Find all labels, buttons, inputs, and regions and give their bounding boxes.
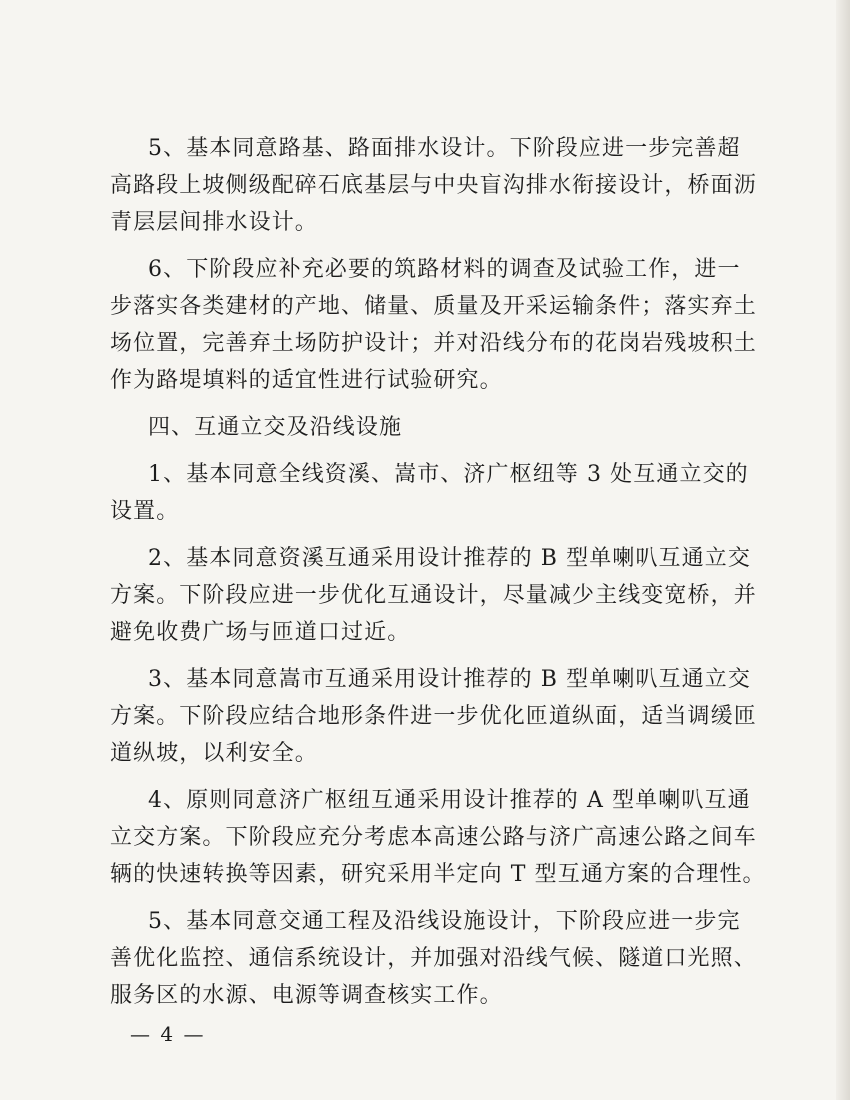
paragraph-line: 步落实各类建材的产地、储量、质量及开采运输条件；落实弃土 xyxy=(110,294,757,319)
paragraph-line: 2、基本同意资溪互通采用设计推荐的 B 型单喇叭互通立交 xyxy=(148,546,751,571)
document-body xyxy=(110,130,766,1014)
page-edge-shadow xyxy=(836,0,850,1100)
paragraph-line: 服务区的水源、电源等调查核实工作。 xyxy=(110,983,503,1008)
paragraph-line: 5、基本同意路基、路面排水设计。下阶段应进一步完善超 xyxy=(148,136,741,161)
paragraph-line: 5、基本同意交通工程及沿线设施设计，下阶段应进一步完 xyxy=(148,909,741,934)
paragraph-line: 3、基本同意嵩市互通采用设计推荐的 B 型单喇叭互通立交 xyxy=(148,667,751,692)
paragraph-line: 方案。下阶段应进一步优化互通设计，尽量减少主线变宽桥，并 xyxy=(110,583,757,608)
paragraph-line: 1、基本同意全线资溪、嵩市、济广枢纽等 3 处互通立交的 xyxy=(148,462,749,487)
paragraph-line: 方案。下阶段应结合地形条件进一步优化匝道纵面，适当调缓匝 xyxy=(110,704,757,729)
paragraph-line: 高路段上坡侧级配碎石底基层与中央盲沟排水衔接设计，桥面沥 xyxy=(110,173,757,198)
paragraph-line: 立交方案。下阶段应充分考虑本高速公路与济广高速公路之间车 xyxy=(110,825,757,850)
paragraph-line: 避免收费广场与匝道口过近。 xyxy=(110,620,411,645)
paragraph-line: 4、原则同意济广枢纽互通采用设计推荐的 A 型单喇叭互通 xyxy=(148,788,751,813)
paragraph-line: 青层层间排水设计。 xyxy=(110,210,318,235)
paragraph-line: 设置。 xyxy=(110,499,180,524)
page-number: — 4 — xyxy=(130,1022,206,1046)
paragraph-line: 6、下阶段应补充必要的筑路材料的调查及试验工作，进一 xyxy=(148,257,741,282)
paragraph-line: 道纵坡，以利安全。 xyxy=(110,741,318,766)
section-heading: 四、互通立交及沿线设施 xyxy=(148,415,403,440)
paragraph-line: 作为路堤填料的适宜性进行试验研究。 xyxy=(110,368,503,393)
paragraph-line: 辆的快速转换等因素，研究采用半定向 T 型互通方案的合理性。 xyxy=(110,862,766,887)
paragraph-line: 场位置，完善弃土场防护设计；并对沿线分布的花岗岩残坡积土 xyxy=(110,331,757,356)
paragraph-line: 善优化监控、通信系统设计，并加强对沿线气候、隧道口光照、 xyxy=(110,946,757,971)
